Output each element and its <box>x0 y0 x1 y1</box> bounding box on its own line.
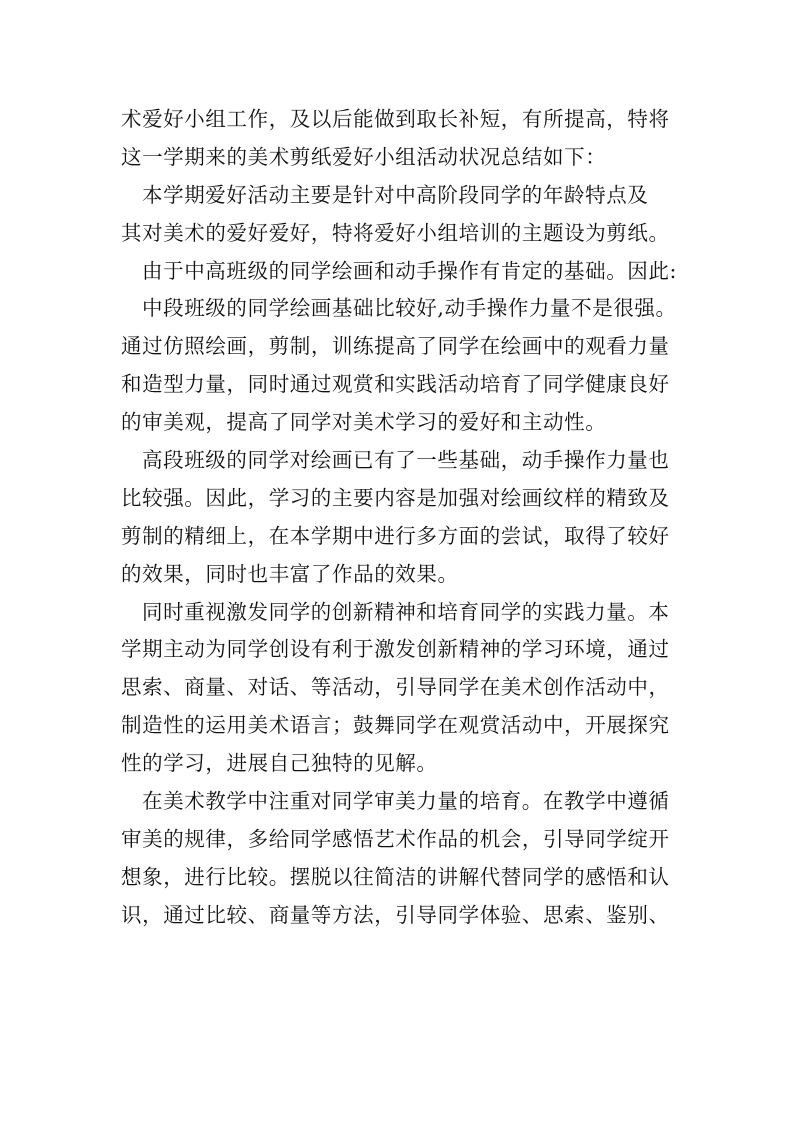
text-line: 术爱好小组工作，及以后能做到取长补短，有所提高，特将 <box>121 107 670 131</box>
text-line: 的审美观，提高了同学对美术学习的爱好和主动性。 <box>121 410 607 435</box>
text-line: 剪制的精细上，在本学期中进行多方面的尝试，取得了较好 <box>121 523 670 548</box>
paragraph-first-line: 在美术教学中注重对同学审美力量的培育。在教学中遵循 <box>142 789 670 814</box>
text-line: 思索、商量、对话、等活动，引导同学在美术创作活动中， <box>121 675 670 700</box>
paragraph-first-line: 高段班级的同学对绘画已有了一些基础，动手操作力量也 <box>142 448 670 473</box>
text-line: 制造性的运用美术语言；鼓舞同学在观赏活动中，开展探究 <box>121 713 670 738</box>
text-line: 通过仿照绘画，剪制，训练提高了同学在绘画中的观看力量 <box>121 334 670 359</box>
text-line: 比较强。因此，学习的主要内容是加强对绘画纹样的精致及 <box>121 485 670 510</box>
text-line: 学期主动为同学创设有利于激发创新精神的学习环境，通过 <box>121 637 670 662</box>
text-line: 其对美术的爱好爱好，特将爱好小组培训的主题设为剪纸。 <box>121 220 670 245</box>
body-text <box>121 101 693 935</box>
paragraph-first-line: 由于中高班级的同学绘画和动手操作有肯定的基础。因此: <box>142 258 678 283</box>
paragraph-first-line: 中段班级的同学绘画基础比较好,动手操作力量不是很强。 <box>142 296 677 321</box>
text-line: 想象，进行比较。摆脱以往简洁的讲解代替同学的感悟和认 <box>121 864 670 889</box>
text-line: 这一学期来的美术剪纸爱好小组活动状况总结如下： <box>121 144 607 169</box>
paragraph-first-line: 本学期爱好活动主要是针对中高阶段同学的年龄特点及 <box>142 182 649 207</box>
text-line: 的效果，同时也丰富了作品的效果。 <box>121 561 459 586</box>
text-line: 审美的规律，多给同学感悟艺术作品的机会，引导同学绽开 <box>121 826 670 851</box>
text-line: 性的学习，进展自己独特的见解。 <box>121 751 438 776</box>
paragraph-first-line: 同时重视激发同学的创新精神和培育同学的实践力量。本 <box>142 599 670 624</box>
text-line: 识，通过比较、商量等方法，引导同学体验、思索、鉴别、 <box>121 902 670 927</box>
text-line: 和造型力量，同时通过观赏和实践活动培育了同学健康良好 <box>121 372 670 397</box>
